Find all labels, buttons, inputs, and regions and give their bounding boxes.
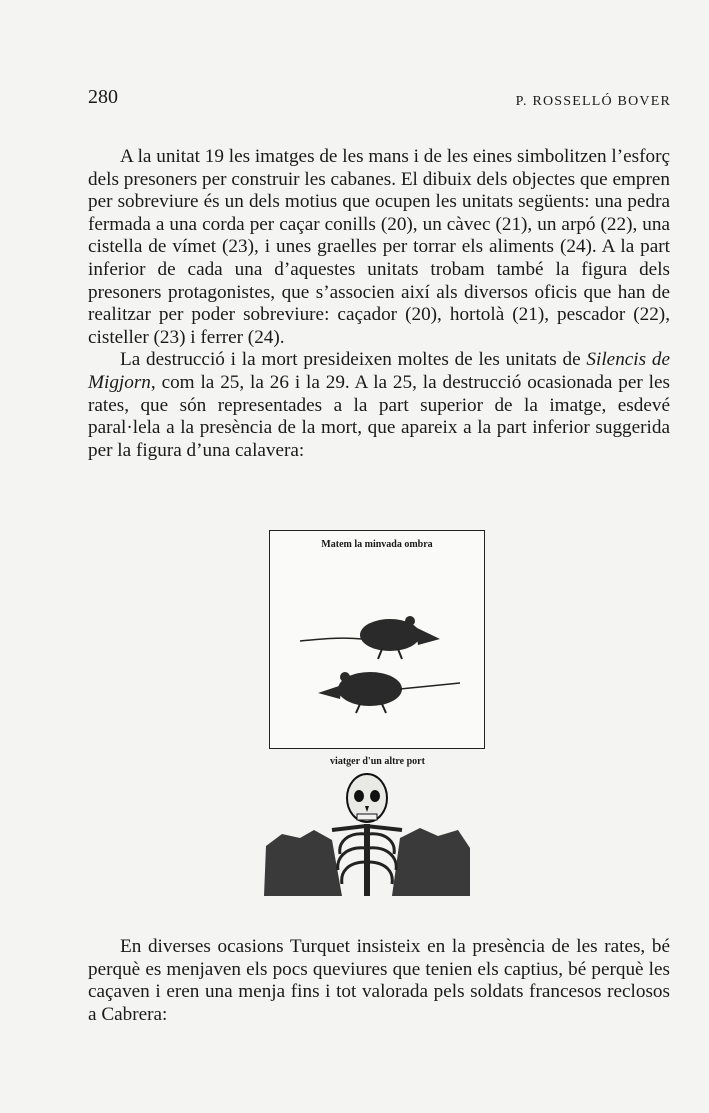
body-text-bottom	[88, 936, 670, 1026]
rat-lower	[318, 672, 460, 713]
skeleton-illustration	[262, 768, 472, 898]
work-title: Silencis de Migjorn	[88, 349, 670, 393]
paragraph-2-end: , com la 25, la 26 i la 29. A la 25, la destrucció ocasionada per les rates, que són representades a la part superior de la imatge, esdevé paral·lela a la presència de la mort, que apareix a la part inferior suggerida per la figura d’una calavera:	[88, 371, 670, 461]
body-text-top	[88, 146, 670, 462]
figure-title: Matem la minvada ombra	[321, 539, 433, 550]
figure-frame	[269, 530, 485, 749]
figure-caption: viatger d'un altre port	[330, 756, 425, 767]
rats-illustration	[290, 601, 465, 721]
paragraph-3: En diverses ocasions Turquet insisteix en la presència de les rates, bé perquè es menjaven els pocs queviures que tenien els captius, bé perquè les caçaven i eren una menja fins i tot valorada pels soldats francesos reclosos a Cabrera:	[88, 936, 670, 1025]
running-head: P. ROSSELLÓ BOVER	[515, 94, 671, 109]
paragraph-2	[88, 349, 670, 462]
paragraph-1: A la unitat 19 les imatges de les mans i de les eines simbolitzen l’esforç dels presoners per construir les cabanes. El dibuix dels objectes que empren per sobreviure és un dels motius que ocupen les unitats següents: una pedra fermada a una corda per caçar conills (20), un càvec (21), un arpó (22), una cistella de vímet (23), i unes graelles per torrar els aliments (24). A la part inferior de cada una d’aquestes unitats trobam també la figura dels presoners protagonistes, que s’associen així als diversos oficis que han de realitzar per poder sobreviure: caçador (20), hortolà (21), pescador (22), cisteller (23) i ferrer (24).	[88, 146, 670, 348]
rat-upper	[300, 616, 440, 659]
page-number: 280	[88, 86, 118, 108]
paragraph-2-start: La destrucció i la mort presideixen moltes de les unitats de	[120, 349, 587, 371]
